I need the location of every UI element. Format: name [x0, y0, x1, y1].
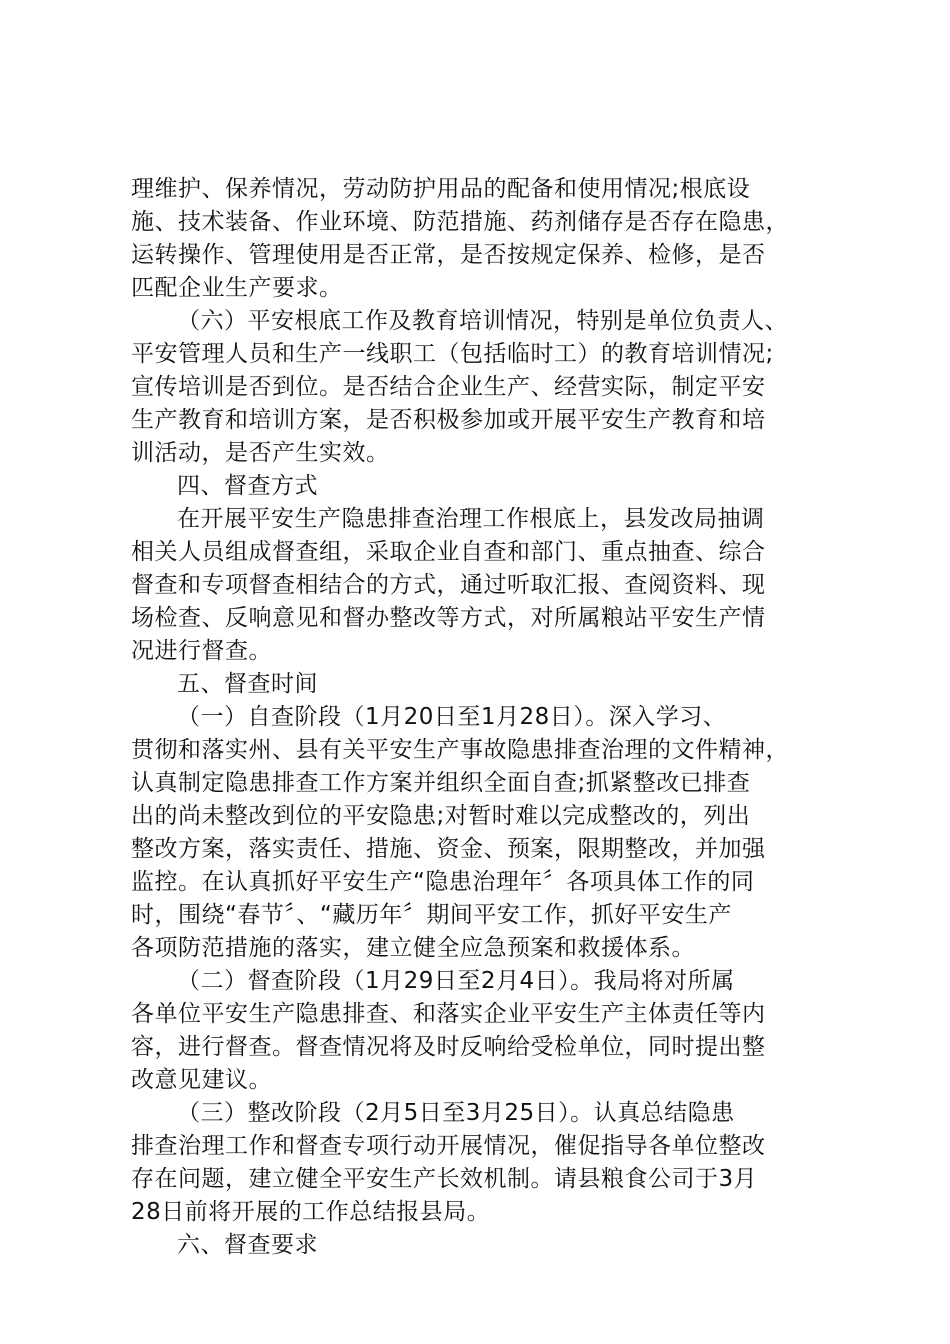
text-line: （一）自查阶段（1月20日至1月28日）。深入学习、 — [177, 704, 727, 730]
text-line: 运转操作、管理使用是否正常，是否按规定保养、检修，是否 — [131, 242, 766, 268]
text-line: 贯彻和落实州、县有关平安生产事故隐患排查治理的文件精神， — [131, 737, 789, 763]
text-line: 整改方案，落实责任、措施、资金、预案，限期整改，并加强 — [131, 836, 766, 862]
text-line: 监控。在认真抓好平安生产“隐患治理年〞各项具体工作的同 — [131, 869, 755, 895]
text-line: （三）整改阶段（2月5日至3月25日）。认真总结隐患 — [177, 1100, 735, 1126]
text-line: 出的尚未整改到位的平安隐患;对暂时难以完成整改的，列出 — [131, 803, 751, 829]
text-line: 各单位平安生产隐患排查、和落实企业平安生产主体责任等内 — [131, 1001, 766, 1027]
text-line: 存在问题，建立健全平安生产长效机制。请县粮食公司于3月 — [131, 1166, 758, 1192]
text-line: 况进行督查。 — [131, 638, 272, 664]
text-line: 场检查、反响意见和督办整改等方式，对所属粮站平安生产情 — [131, 605, 766, 631]
text-line: 在开展平安生产隐患排查治理工作根底上，县发改局抽调 — [177, 506, 765, 532]
section-heading: 四、督查方式 — [177, 473, 318, 499]
text-line: （二）督查阶段（1月29日至2月4日）。我局将对所属 — [177, 968, 735, 994]
text-line: 容，进行督查。督查情况将及时反响给受检单位，同时提出整 — [131, 1034, 766, 1060]
text-line: 训活动，是否产生实效。 — [131, 440, 390, 466]
text-line: 理维护、保养情况，劳动防护用品的配备和使用情况;根底设 — [131, 176, 751, 202]
text-line: 时，围绕“春节〞、“藏历年〞期间平安工作，抓好平安生产 — [131, 902, 732, 928]
text-line: （六）平安根底工作及教育培训情况，特别是单位负责人、 — [177, 308, 788, 334]
text-line: 平安管理人员和生产一线职工（包括临时工）的教育培训情况; — [131, 341, 774, 367]
text-line: 排查治理工作和督查专项行动开展情况，催促指导各单位整改 — [131, 1133, 766, 1159]
text-line: 认真制定隐患排查工作方案并组织全面自查;抓紧整改已排查 — [131, 770, 751, 796]
text-line: 匹配企业生产要求。 — [131, 275, 343, 301]
text-line: 督查和专项督查相结合的方式，通过听取汇报、查阅资料、现 — [131, 572, 766, 598]
text-line: 改意见建议。 — [131, 1067, 272, 1093]
text-line: 相关人员组成督查组，采取企业自查和部门、重点抽查、综合 — [131, 539, 766, 565]
text-line: 生产教育和培训方案，是否积极参加或开展平安生产教育和培 — [131, 407, 766, 433]
section-heading: 六、督查要求 — [177, 1232, 318, 1258]
text-line: 各项防范措施的落实，建立健全应急预案和救援体系。 — [131, 935, 695, 961]
section-heading: 五、督查时间 — [177, 671, 318, 697]
text-line: 施、技术装备、作业环境、防范措施、药剂储存是否存在隐患， — [131, 209, 789, 235]
text-line: 宣传培训是否到位。是否结合企业生产、经营实际，制定平安 — [131, 374, 766, 400]
text-line: 28日前将开展的工作总结报县局。 — [131, 1199, 491, 1225]
